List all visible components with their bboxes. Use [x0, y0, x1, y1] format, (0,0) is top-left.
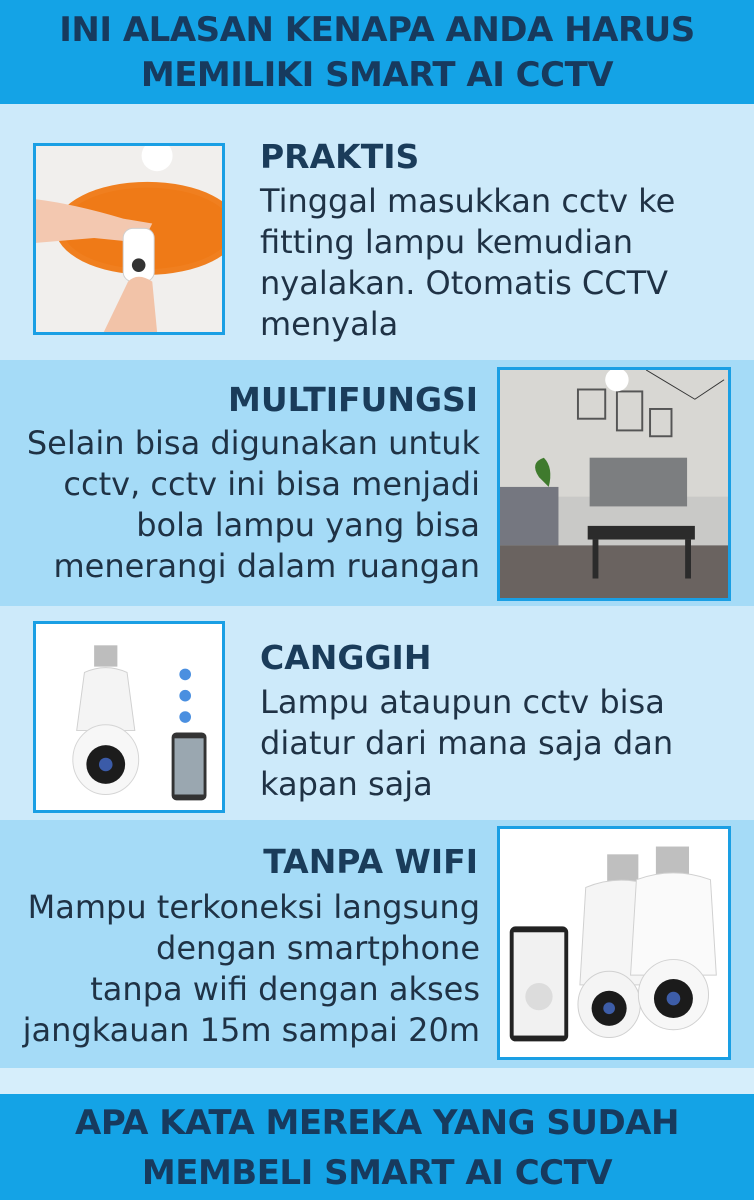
- feature-title-canggih: CANGGIH: [260, 638, 432, 677]
- footer-line-1: APA KATA MEREKA YANG SUDAH: [75, 1103, 679, 1143]
- feature-image-tanpa-wifi: [497, 826, 731, 1060]
- desc-line: cctv, cctv ini bisa menjadi: [63, 465, 480, 503]
- desc-line: Lampu ataupun cctv bisa: [260, 683, 665, 721]
- desc-line: fitting lampu kemudian: [260, 223, 633, 261]
- desc-line: Tinggal masukkan cctv ke: [260, 182, 676, 220]
- desc-line: dengan smartphone: [156, 929, 480, 967]
- desc-line: jangkauan 15m sampai 20m: [22, 1011, 480, 1049]
- feature-image-praktis: [33, 143, 225, 335]
- feature-title-praktis: PRAKTIS: [260, 137, 420, 176]
- header-line-1: INI ALASAN KENAPA ANDA HARUS: [59, 10, 695, 50]
- desc-line: menerangi dalam ruangan: [53, 547, 480, 585]
- header-line-2: MEMILIKI SMART AI CCTV: [140, 55, 614, 95]
- footer-line-2: MEMBELI SMART AI CCTV: [141, 1153, 613, 1193]
- desc-line: Mampu terkoneksi langsung: [27, 888, 480, 926]
- feature-image-multifungsi: [497, 367, 731, 601]
- desc-line: tanpa wifi dengan akses: [90, 970, 480, 1008]
- desc-line: bola lampu yang bisa: [136, 506, 480, 544]
- feature-title-multifungsi: MULTIFUNGSI: [228, 380, 479, 419]
- feature-desc-multifungsi: [0, 423, 480, 587]
- desc-line: Selain bisa digunakan untuk: [26, 424, 480, 462]
- desc-line: diatur dari mana saja dan: [260, 724, 674, 762]
- desc-line: menyala: [260, 305, 399, 343]
- feature-desc-tanpa-wifi: [0, 887, 480, 1051]
- desc-line: nyalakan. Otomatis CCTV: [260, 264, 669, 302]
- desc-line: kapan saja: [260, 765, 433, 803]
- footer-banner: [0, 1094, 754, 1200]
- feature-desc-canggih: [260, 682, 673, 805]
- header-banner: [0, 0, 754, 104]
- feature-image-canggih: [33, 621, 225, 813]
- feature-desc-praktis: [260, 181, 675, 345]
- feature-title-tanpa-wifi: TANPA WIFI: [263, 842, 478, 881]
